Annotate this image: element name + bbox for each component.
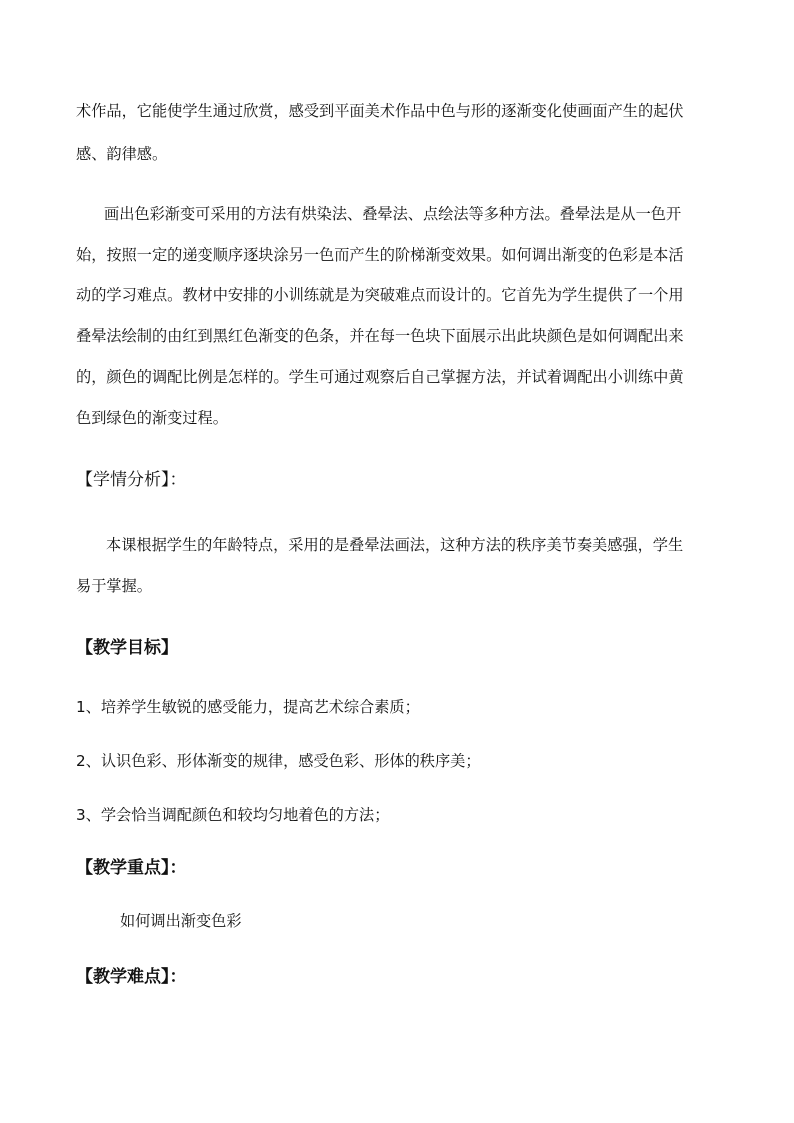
paragraph-1-line-1: 术作品，它能使学生通过欣赏，感受到平面美术作品中色与形的逐渐变化使画面产生的起伏 — [76, 102, 684, 120]
paragraph-2-line-6: 色到绿色的渐变过程。 — [76, 409, 228, 427]
zhongdian-text: 如何调出渐变色彩 — [120, 912, 242, 930]
paragraph-2-line-1: 画出色彩渐变可采用的方法有烘染法、叠晕法、点绘法等多种方法。叠晕法是从一色开 — [104, 205, 682, 223]
section-heading-xueqing: 【学情分析】： — [76, 470, 187, 490]
section-heading-nandian: 【教学难点】： — [76, 967, 187, 987]
paragraph-2-line-4: 叠晕法绘制的由红到黑红色渐变的色条，并在每一色块下面展示出此块颜色是如何调配出来 — [76, 327, 684, 345]
section-heading-zhongdian: 【教学重点】： — [76, 858, 187, 878]
paragraph-2-line-2: 始，按照一定的递变顺序逐块涂另一色而产生的阶梯渐变效果。如何调出渐变的色彩是本活 — [76, 246, 684, 264]
paragraph-2-line-3: 动的学习难点。教材中安排的小训练就是为突破难点而设计的。它首先为学生提供了一个用 — [76, 286, 684, 304]
objective-item-2: 2、认识色彩、形体渐变的规律，感受色彩、形体的秩序美； — [76, 752, 481, 770]
xueqing-line-1: 本课根据学生的年龄特点，采用的是叠晕法画法，这种方法的秩序美节奏美感强，学生 — [106, 536, 684, 554]
objective-item-3: 3、学会恰当调配颜色和较均匀地着色的方法； — [76, 806, 390, 824]
paragraph-1-line-2: 感、韵律感。 — [76, 145, 168, 163]
section-heading-mubiao: 【教学目标】 — [76, 638, 178, 658]
xueqing-line-2: 易于掌握。 — [76, 577, 152, 595]
objective-item-1: 1、培养学生敏锐的感受能力，提高艺术综合素质； — [76, 698, 420, 716]
paragraph-2-line-5: 的，颜色的调配比例是怎样的。学生可通过观察后自己掌握方法，并试着调配出小训练中黄 — [76, 368, 684, 386]
